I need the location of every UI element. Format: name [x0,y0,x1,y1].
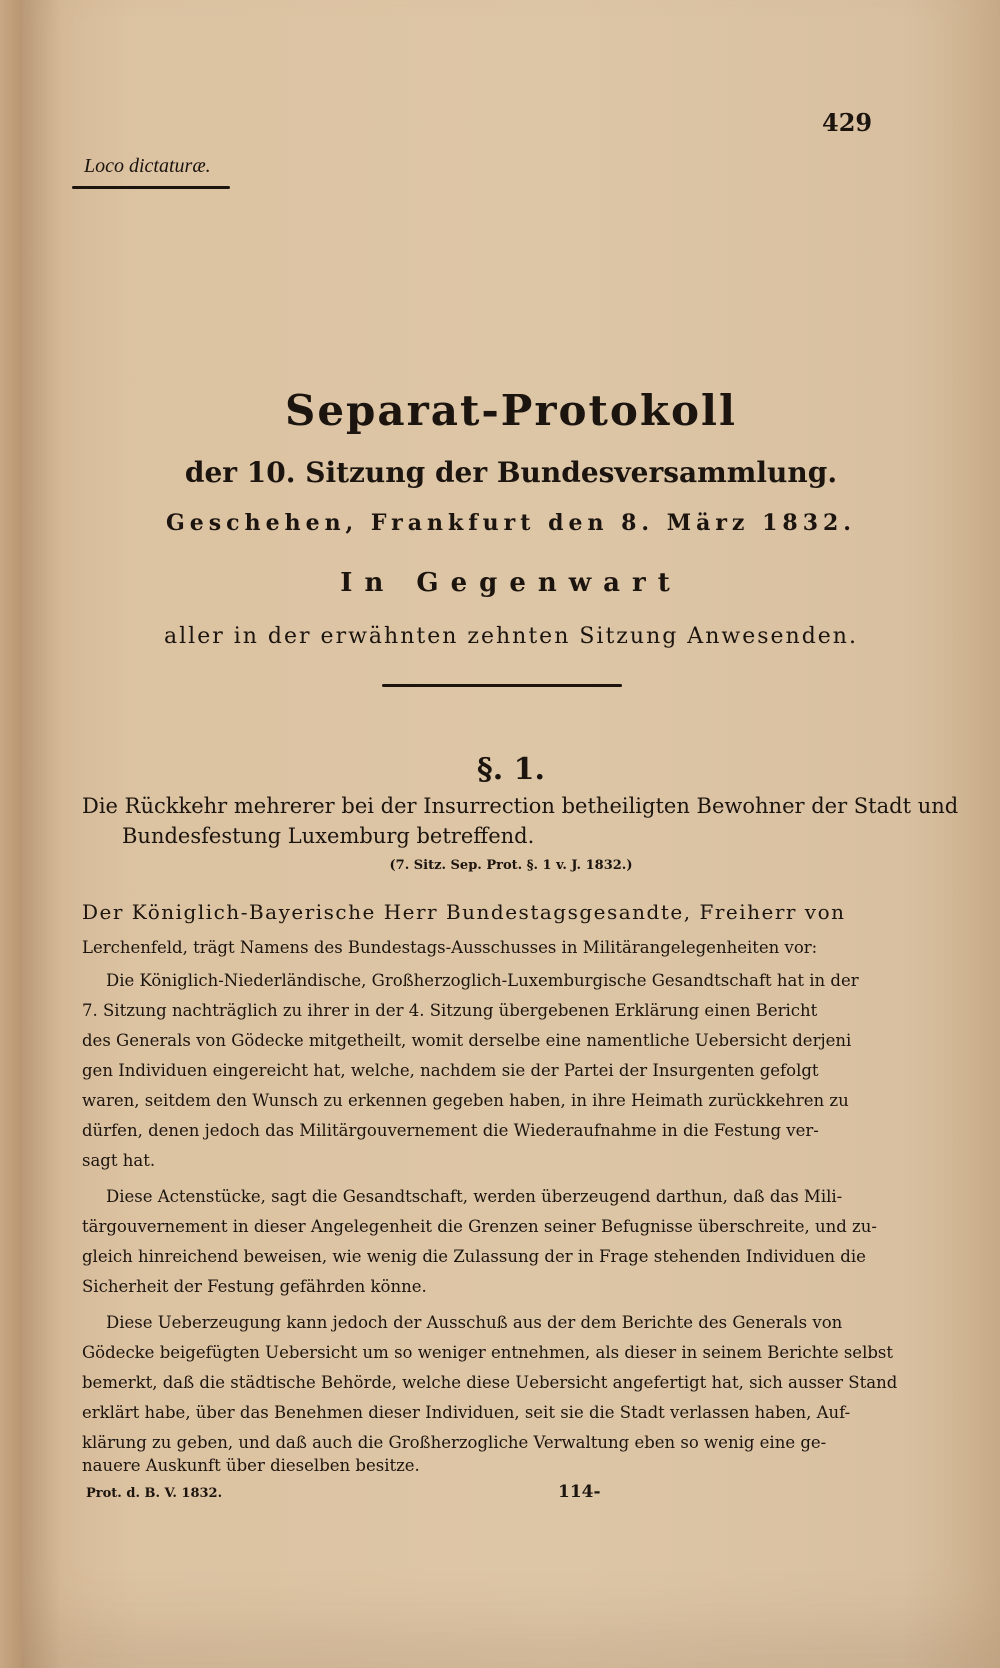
attendees-line: aller in der erwähnten zehnten Sitzung Anwesenden. [164,624,858,649]
protocol-reference: (7. Sitz. Sep. Prot. §. 1 v. J. 1832.) [389,858,633,873]
body-line: Diese Actenstücke, sagt die Gesandtschaft, werden überzeugend darthun, daß das Mili- [106,1187,843,1206]
body-line: gleich hinreichend beweisen, wie wenig die Zulassung der in Frage stehenden Individuen die [82,1247,866,1266]
body-line: Gödecke beigefügten Uebersicht um so weniger entnehmen, als dieser in seinem Berichte selbst [82,1343,894,1362]
document-title: Separat-Protokoll [285,386,737,435]
signature-mark: 114- [558,1482,601,1502]
body-line: bemerkt, daß die städtische Behörde, welche diese Uebersicht angefertigt hat, sich ausser Stand [82,1373,898,1392]
body-line: erklärt habe, über das Benehmen dieser Individuen, seit sie die Stadt verlassen haben, Auf- [82,1403,851,1422]
body-line: klärung zu geben, und daß auch die Großherzogliche Verwaltung eben so wenig eine ge- [82,1433,827,1452]
body-line: Sicherheit der Festung gefährden könne. [82,1277,427,1296]
page-number: 429 [822,108,873,137]
body-line: waren, seitdem den Wunsch zu erkennen gegeben haben, in ihre Heimath zurückkehren zu [82,1091,849,1110]
section-heading: §. 1. [477,752,545,787]
body-line: Der Königlich-Bayerische Herr Bundestagsgesandte, Freiherr von [82,900,846,924]
body-line: Die Königlich-Niederländische, Großherzoglich-Luxemburgische Gesandtschaft hat in der [106,971,859,990]
header-rule [72,186,230,189]
body-line: sagt hat. [82,1151,156,1170]
body-line: tärgouvernement in dieser Angelegenheit die Grenzen seiner Befugnisse überschreite, und zu- [82,1217,877,1236]
presence-heading: In Gegenwart [340,568,682,598]
body-line: 7. Sitzung nachträglich zu ihrer in der 4. Sitzung übergebenen Erklärung einen Bericht [82,1001,818,1020]
body-line: des Generals von Gödecke mitgetheilt, womit derselbe eine namentliche Uebersicht derjeni [82,1031,852,1050]
header-note: Loco dictaturæ. [84,155,211,177]
body-line: nauere Auskunft über dieselben besitze. [82,1456,420,1475]
document-subtitle: der 10. Sitzung der Bundesversammlung. [184,456,838,489]
footer-reference: Prot. d. B. V. 1832. [86,1486,223,1501]
body-line: dürfen, denen jedoch das Militärgouvernement die Wiederaufnahme in die Festung ver- [82,1121,819,1140]
subject-line: Die Rückkehr mehrerer bei der Insurrection betheiligten Bewohner der Stadt und [82,794,959,818]
body-line: Diese Ueberzeugung kann jedoch der Ausschuß aus der dem Berichte des Generals von [106,1313,843,1332]
date-line: Geschehen, Frankfurt den 8. März 1832. [166,510,856,536]
section-divider [382,684,622,687]
paper-sheet [22,0,1000,1668]
book-spine [0,0,22,1668]
subject-line: Bundesfestung Luxemburg betreffend. [122,824,535,848]
body-line: gen Individuen eingereicht hat, welche, nachdem sie der Partei der Insurgenten gefolgt [82,1061,819,1080]
body-line: Lerchenfeld, trägt Namens des Bundestags-Ausschusses in Militärangelegenheiten vor: [82,938,818,957]
